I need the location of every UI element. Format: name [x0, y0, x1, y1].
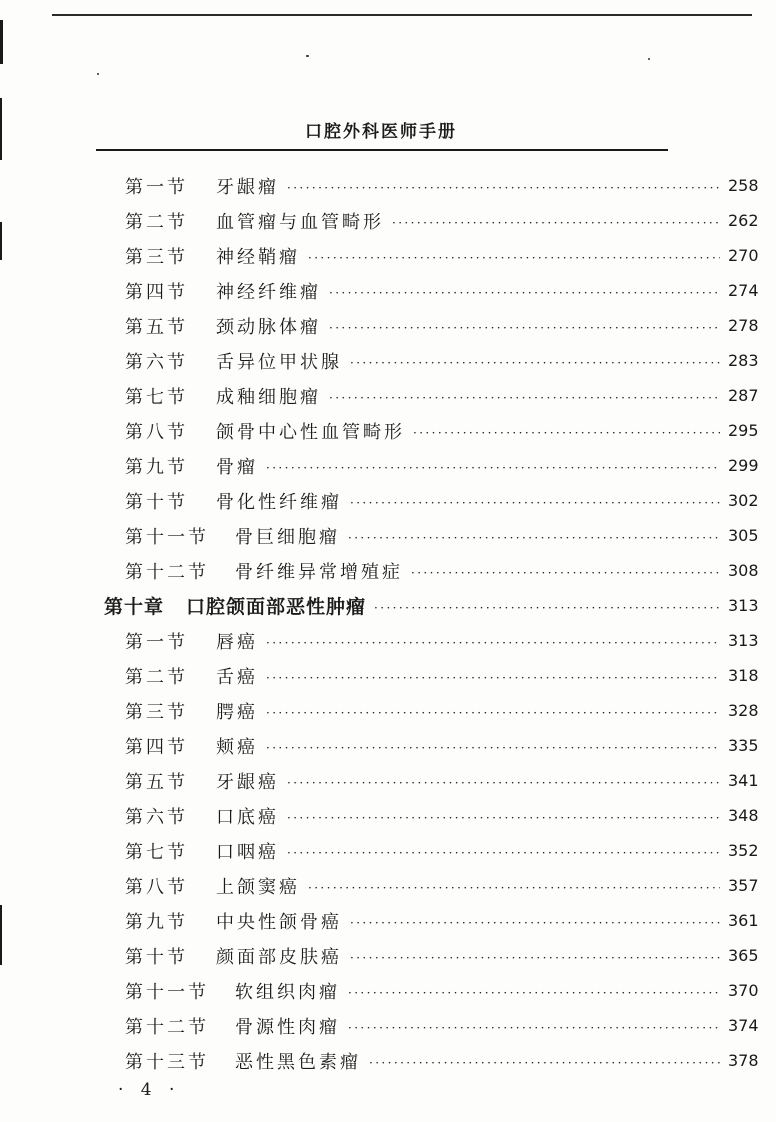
scan-speck	[648, 58, 650, 60]
page-ref: 348	[728, 806, 759, 825]
section-title: 骨化性纤维瘤	[216, 491, 342, 513]
section-number: 第八节	[125, 421, 188, 443]
dot-leader	[308, 251, 720, 265]
toc-section-row	[0, 763, 776, 798]
toc-section-row	[0, 973, 776, 1008]
page-ref: 287	[728, 386, 759, 405]
toc-section-row	[0, 1043, 776, 1078]
toc-section-row	[0, 1008, 776, 1043]
section-number: 第一节	[125, 631, 188, 653]
section-number: 第五节	[125, 316, 188, 338]
dot-leader	[392, 216, 720, 230]
dot-leader	[266, 741, 720, 755]
section-number: 第三节	[125, 246, 188, 268]
section-number: 第二节	[125, 666, 188, 688]
toc-section-row	[0, 273, 776, 308]
scan-speck	[97, 73, 99, 75]
toc-section-row	[0, 168, 776, 203]
section-title: 唇癌	[216, 631, 258, 653]
page-ref: 378	[728, 1051, 759, 1070]
page-ref: 313	[728, 596, 759, 615]
section-number: 第十一节	[125, 981, 209, 1003]
section-number: 第九节	[125, 456, 188, 478]
section-title: 成釉细胞瘤	[216, 386, 321, 408]
toc-section-row	[0, 798, 776, 833]
section-number: 第十一节	[125, 526, 209, 548]
toc-section-row	[0, 938, 776, 973]
section-title: 牙龈瘤	[216, 176, 279, 198]
running-head: 口腔外科医师手册	[305, 122, 457, 142]
toc-section-row	[0, 413, 776, 448]
dot-leader	[266, 706, 720, 720]
dot-leader	[374, 601, 720, 615]
section-title: 口底癌	[216, 806, 279, 828]
page-ref: 308	[728, 561, 759, 580]
section-number: 第六节	[125, 806, 188, 828]
section-title: 软组织肉瘤	[235, 981, 340, 1003]
toc-section-row	[0, 553, 776, 588]
section-title: 神经鞘瘤	[216, 246, 300, 268]
section-number: 第四节	[125, 736, 188, 758]
page-ref: 305	[728, 526, 759, 545]
page-ref: 274	[728, 281, 759, 300]
section-number: 第九节	[125, 911, 188, 933]
header-rule	[96, 149, 668, 151]
section-number: 第三节	[125, 701, 188, 723]
page-number: · 4 ·	[118, 1080, 181, 1100]
section-number: 第二节	[125, 211, 188, 233]
toc-section-row	[0, 623, 776, 658]
page-ref: 328	[728, 701, 759, 720]
page-ref: 270	[728, 246, 759, 265]
toc-section-row	[0, 728, 776, 763]
dot-leader	[266, 461, 720, 475]
page-ref: 258	[728, 176, 759, 195]
page-ref: 283	[728, 351, 759, 370]
dot-leader	[287, 811, 720, 825]
page-ref: 341	[728, 771, 759, 790]
section-number: 第十二节	[125, 561, 209, 583]
scan-margin-mark	[0, 98, 2, 160]
section-title: 舌异位甲状腺	[216, 351, 342, 373]
page-ref: 357	[728, 876, 759, 895]
section-title: 上颌窦癌	[216, 876, 300, 898]
dot-leader	[329, 391, 720, 405]
page-ref: 361	[728, 911, 759, 930]
page-ref: 318	[728, 666, 759, 685]
section-number: 第十三节	[125, 1051, 209, 1073]
dot-leader	[329, 321, 720, 335]
section-number: 第七节	[125, 386, 188, 408]
page-ref: 262	[728, 211, 759, 230]
page-ref: 365	[728, 946, 759, 965]
toc-section-row	[0, 833, 776, 868]
section-number: 第六节	[125, 351, 188, 373]
dot-leader	[348, 986, 720, 1000]
section-title: 舌癌	[216, 666, 258, 688]
page-ref: 313	[728, 631, 759, 650]
dot-leader	[369, 1056, 720, 1070]
dot-leader	[287, 846, 720, 860]
toc-section-row	[0, 518, 776, 553]
section-title: 颜面部皮肤癌	[216, 946, 342, 968]
toc-section-row	[0, 448, 776, 483]
section-title: 骨纤维异常增殖症	[235, 561, 403, 583]
section-number: 第七节	[125, 841, 188, 863]
section-title: 骨源性肉瘤	[235, 1016, 340, 1038]
toc-chapter-row	[0, 588, 776, 623]
dot-leader	[287, 776, 720, 790]
section-title: 骨瘤	[216, 456, 258, 478]
section-title: 神经纤维瘤	[216, 281, 321, 303]
chapter-title: 口腔颌面部恶性肿瘤	[186, 596, 367, 618]
dot-leader	[348, 1021, 720, 1035]
toc-section-row	[0, 203, 776, 238]
section-title: 颈动脉体瘤	[216, 316, 321, 338]
page-ref: 335	[728, 736, 759, 755]
page-ref: 295	[728, 421, 759, 440]
section-number: 第十节	[125, 491, 188, 513]
dot-leader	[287, 181, 720, 195]
dot-leader	[350, 496, 720, 510]
toc-section-row	[0, 483, 776, 518]
chapter-number: 第十章	[104, 596, 165, 618]
section-title: 牙龈癌	[216, 771, 279, 793]
dot-leader	[266, 671, 720, 685]
dot-leader	[329, 286, 720, 300]
section-title: 骨巨细胞瘤	[235, 526, 340, 548]
toc-section-row	[0, 238, 776, 273]
section-number: 第五节	[125, 771, 188, 793]
toc-section-row	[0, 378, 776, 413]
toc-section-row	[0, 903, 776, 938]
dot-leader	[350, 356, 720, 370]
section-title: 口咽癌	[216, 841, 279, 863]
section-title: 血管瘤与血管畸形	[216, 211, 384, 233]
section-title: 恶性黑色素瘤	[235, 1051, 361, 1073]
page-ref: 370	[728, 981, 759, 1000]
dot-leader	[411, 566, 720, 580]
dot-leader	[348, 531, 720, 545]
page-ref: 302	[728, 491, 759, 510]
section-number: 第十节	[125, 946, 188, 968]
section-number: 第四节	[125, 281, 188, 303]
dot-leader	[413, 426, 720, 440]
scan-speck	[306, 55, 309, 57]
dot-leader	[308, 881, 720, 895]
toc-section-row	[0, 343, 776, 378]
scan-edge-line	[52, 14, 752, 16]
page-ref: 374	[728, 1016, 759, 1035]
section-title: 中央性颌骨癌	[216, 911, 342, 933]
section-number: 第八节	[125, 876, 188, 898]
scan-margin-mark	[0, 20, 3, 64]
page-ref: 299	[728, 456, 759, 475]
toc-section-row	[0, 308, 776, 343]
dot-leader	[350, 951, 720, 965]
section-number: 第十二节	[125, 1016, 209, 1038]
section-title: 颌骨中心性血管畸形	[216, 421, 405, 443]
section-title: 颊癌	[216, 736, 258, 758]
page-ref: 352	[728, 841, 759, 860]
section-number: 第一节	[125, 176, 188, 198]
toc-section-row	[0, 658, 776, 693]
dot-leader	[266, 636, 720, 650]
section-title: 腭癌	[216, 701, 258, 723]
page-ref: 278	[728, 316, 759, 335]
dot-leader	[350, 916, 720, 930]
toc-section-row	[0, 693, 776, 728]
toc-section-row	[0, 868, 776, 903]
